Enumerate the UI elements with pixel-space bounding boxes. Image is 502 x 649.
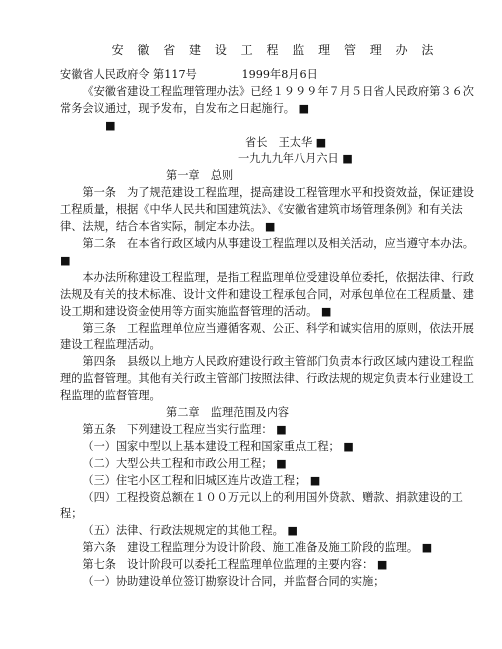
article-paragraph: 第一条 为了规范建设工程监理，提高建设工程管理水平和投资效益，保证建设工程质量，根据《中华人民共和国建筑法》、《安徽省建筑市场管理条例》和有关法律、法规，结合本省实际，制定本办法。 ■ bbox=[60, 186, 474, 234]
chapter-heading: 第二章 监理范围及内容 bbox=[166, 406, 290, 420]
article-paragraph: 第二条 在本省行政区域内从事建设工程监理以及相关活动，应当遵守本办法。 ■ bbox=[60, 236, 478, 267]
date-line: 一九九九年八月六日 ■ bbox=[238, 152, 353, 166]
list-item: （一）协助建设单位签订勘察设计合同，并监督合同的实施； bbox=[82, 575, 385, 589]
signatory-line: 省长 王太华 ■ bbox=[245, 135, 327, 149]
promulgation-paragraph: 《安徽省建设工程监理管理办法》已经１９９９年７月５日省人民政府第３６次常务会议通过，现予发布，自发布之日起施行。 ■ bbox=[60, 84, 474, 115]
list-item: （一）国家中型以上基本建设工程和国家重点工程； ■ bbox=[82, 439, 354, 453]
article-paragraph: 本办法所称建设工程监理，是指工程监理单位受建设单位委托，依据法律、行政法规及有关的技术标准、设计文件和建设工程承包合同，对承包单位在工程质量、建设工期和建设资金使用等方面实施监督管理的活动。 ■ bbox=[60, 270, 474, 318]
article-paragraph: 第四条 县级以上地方人民政府建设行政主管部门负责本行政区域内建设工程监理的监督管理。其他有关行政主管部门按照法律、行政法规的规定负责本行业建设工程监理的监督管理。 bbox=[60, 355, 474, 403]
list-item: （三）住宅小区工程和旧城区连片改造工程； ■ bbox=[82, 473, 321, 487]
list-item: （二）大型公共工程和市政公用工程； ■ bbox=[82, 456, 287, 470]
decree-line: 安徽省人民政府令 第117号 1999年8月6日 bbox=[60, 67, 318, 81]
chapter-heading: 第一章 总则 bbox=[166, 169, 234, 183]
article-paragraph: 第五条 下列建设工程应当实行监理： ■ bbox=[82, 422, 287, 436]
list-item: （五）法律、行政法规规定的其他工程。 ■ bbox=[82, 524, 298, 538]
article-paragraph: 第七条 设计阶段可以委托工程监理单位监理的主要内容： ■ bbox=[82, 558, 388, 572]
marker-line: ■ bbox=[105, 118, 116, 132]
list-item: （四）工程投资总额在１００万元以上的利用国外贷款、赠款、捐款建设的工程； bbox=[60, 490, 463, 521]
document-title: 安 徽 省 建 设 工 程 监 理 管 理 办 法 bbox=[111, 43, 439, 57]
article-paragraph: 第三条 工程监理单位应当遵循客观、公正、科学和诚实信用的原则，依法开展建设工程监理活动。 bbox=[60, 321, 474, 352]
article-paragraph: 第六条 建设工程监理分为设计阶段、施工准备及施工阶段的监理。 ■ bbox=[82, 541, 433, 555]
